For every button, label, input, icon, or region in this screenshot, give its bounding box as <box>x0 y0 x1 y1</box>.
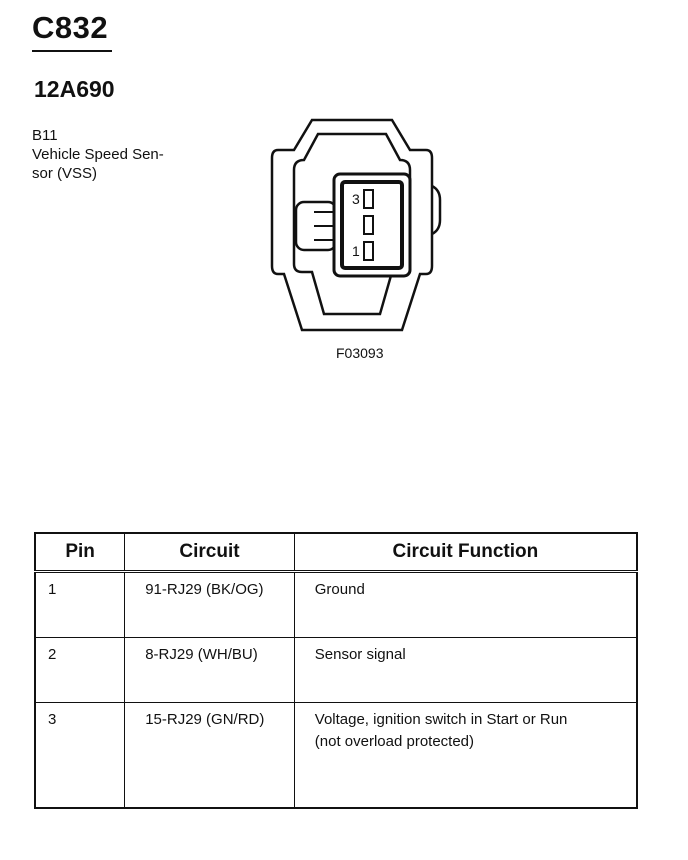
component-description <box>32 126 192 183</box>
component-name-line1: Vehicle Speed Sen- <box>32 146 164 163</box>
function-cell <box>294 638 637 703</box>
table-row <box>35 703 637 809</box>
part-number: 12A690 <box>34 76 115 102</box>
connector-id-underline <box>32 50 112 52</box>
figure-code: F03093 <box>336 345 384 361</box>
circuit-cell: 8-RJ29 (WH/BU) <box>125 638 295 703</box>
circuit-cell: 15-RJ29 (GN/RD) <box>125 703 295 809</box>
header-circuit: Circuit <box>125 533 295 572</box>
header-pin: Pin <box>35 533 125 572</box>
function-cell <box>294 703 637 809</box>
circuit-cell: 91-RJ29 (BK/OG) <box>125 572 295 638</box>
function-line: Ground <box>314 581 365 598</box>
connector-face-diagram <box>262 116 442 336</box>
function-line: Voltage, ignition switch in Start or Run <box>314 711 568 728</box>
pin-cell: 1 <box>35 572 125 638</box>
table-row <box>35 572 637 638</box>
pin-cavity-2 <box>364 216 373 234</box>
component-name-line2: sor (VSS) <box>32 165 98 182</box>
pin-cell: 3 <box>35 703 125 809</box>
pin-table <box>34 532 638 809</box>
function-cell <box>294 572 637 638</box>
function-line: (not overload protected) <box>314 733 475 750</box>
pin-cavity-1 <box>364 242 373 260</box>
pin-label-3: 3 <box>352 191 360 207</box>
pin-label-1: 1 <box>352 243 360 259</box>
component-ref: B11 <box>32 127 58 144</box>
pin-cavity-3 <box>364 190 373 208</box>
header-circuit-function: Circuit Function <box>294 533 637 572</box>
table-row <box>35 638 637 703</box>
function-line: Sensor signal <box>314 646 406 663</box>
pin-cell: 2 <box>35 638 125 703</box>
connector-id: C832 <box>32 10 109 45</box>
